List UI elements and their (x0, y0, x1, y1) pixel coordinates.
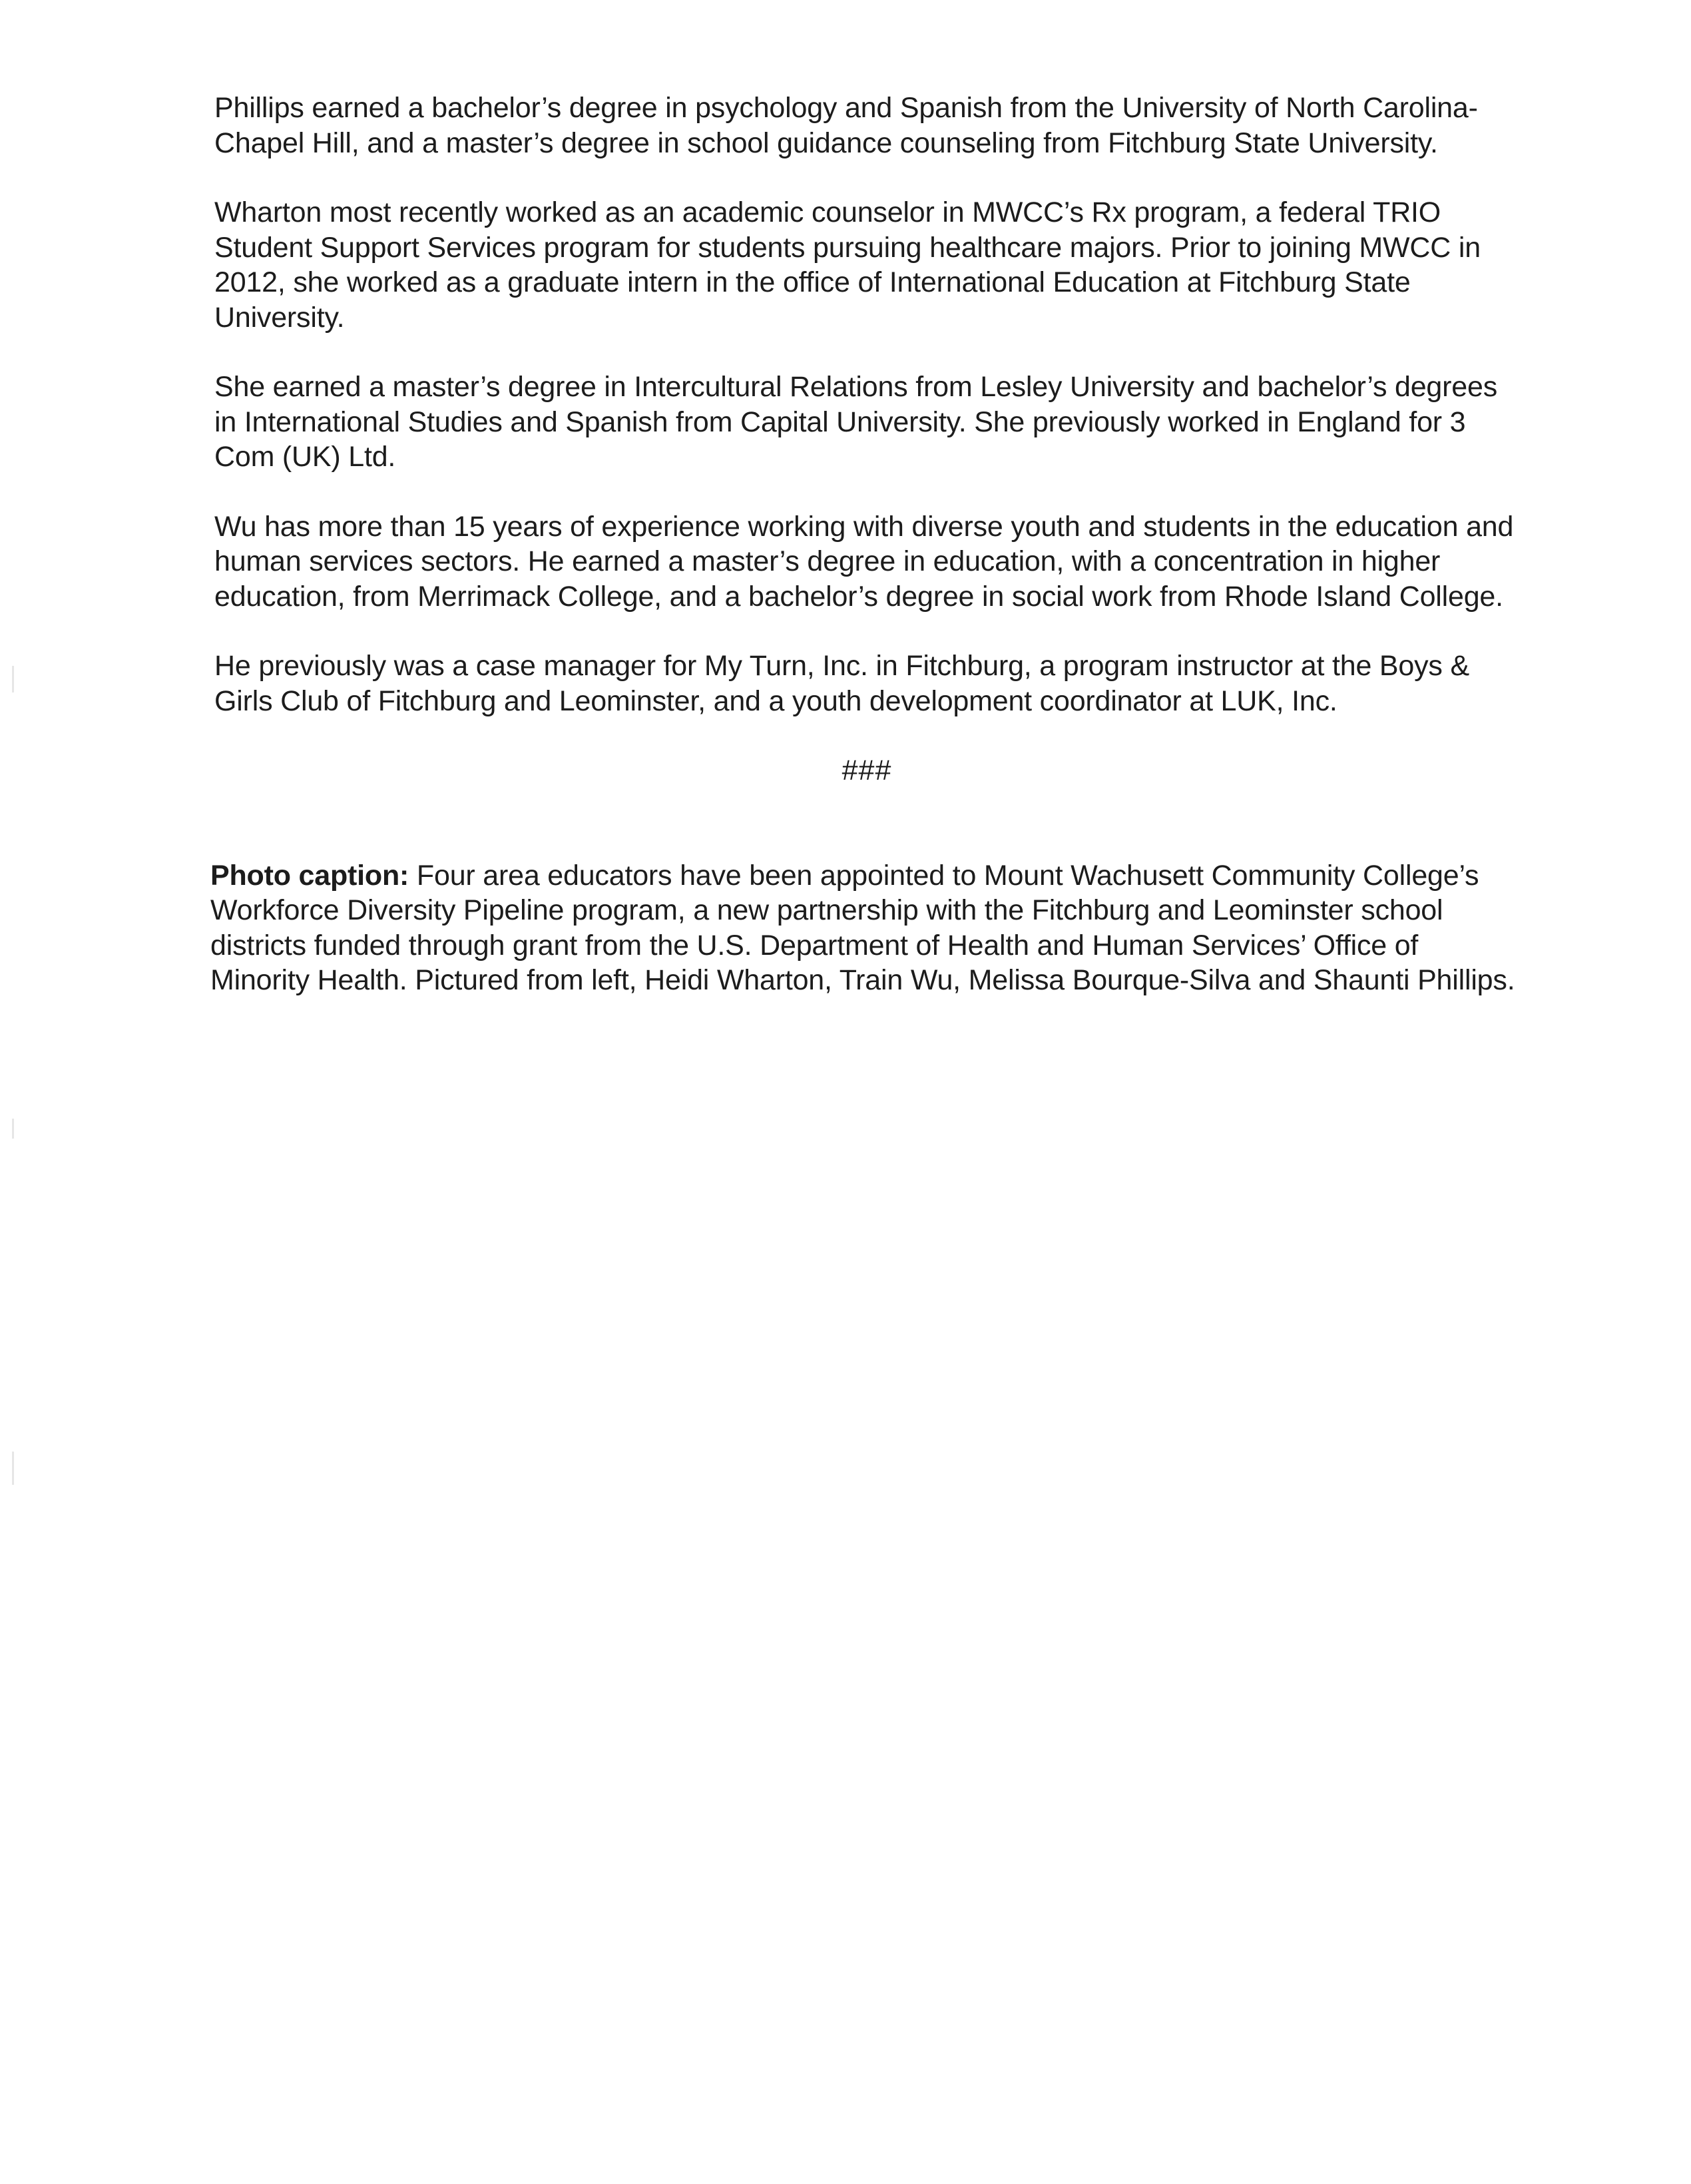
paragraph-wu-experience: He previously was a case manager for My Turn, Inc. in Fitchburg, a program instructor at the Boys & Girls Club of Fitchburg and Leominster, and a youth development coordinator at LUK, Inc. (214, 650, 1469, 717)
paragraph-phillips: Phillips earned a bachelor’s degree in psychology and Spanish from the University of North Carolina-Chapel Hill, and a master’s degree in school guidance counseling from Fitchburg State University. (214, 92, 1478, 159)
photo-caption-text: Four area educators have been appointed to Mount Wachusett Community College’s Workforce Diversity Pipeline program, a new partnership with the Fitchburg and Leominster school districts funded through grant from the U.S. Department of Health and Human Services’ Office of Minority Health. Pictured from left, Heidi Wharton, Train Wu, Melissa Bourque-Silva and Shaunti Phillips. (210, 859, 1515, 996)
photo-caption (210, 858, 1519, 998)
scan-mark (12, 666, 14, 692)
end-marker: ### (842, 754, 892, 786)
paragraph-wu: Wu has more than 15 years of experience working with diverse youth and students in the education and human services sectors. He earned a master’s degree in education, with a concentration in higher education, from Merrimack College, and a bachelor’s degree in social work from Rhode Island College. (214, 510, 1514, 613)
scan-mark (12, 1452, 14, 1485)
photo-caption-label: Photo caption: (210, 859, 409, 892)
paragraph-wharton: Wharton most recently worked as an academic counselor in MWCC’s Rx program, a federal TRIO Student Support Services program for students pursuing healthcare majors. Prior to joining MWCC in 2012, she worked as a graduate intern in the office of International Education at Fitchburg State University. (214, 196, 1481, 334)
document-body (210, 91, 1519, 1033)
scan-mark (12, 1119, 14, 1139)
paragraph-wharton-education: She earned a master’s degree in Intercultural Relations from Lesley University and bachelor’s degrees in International Studies and Spanish from Capital University. She previously worked in England for 3 Com (UK) Ltd. (214, 371, 1497, 473)
